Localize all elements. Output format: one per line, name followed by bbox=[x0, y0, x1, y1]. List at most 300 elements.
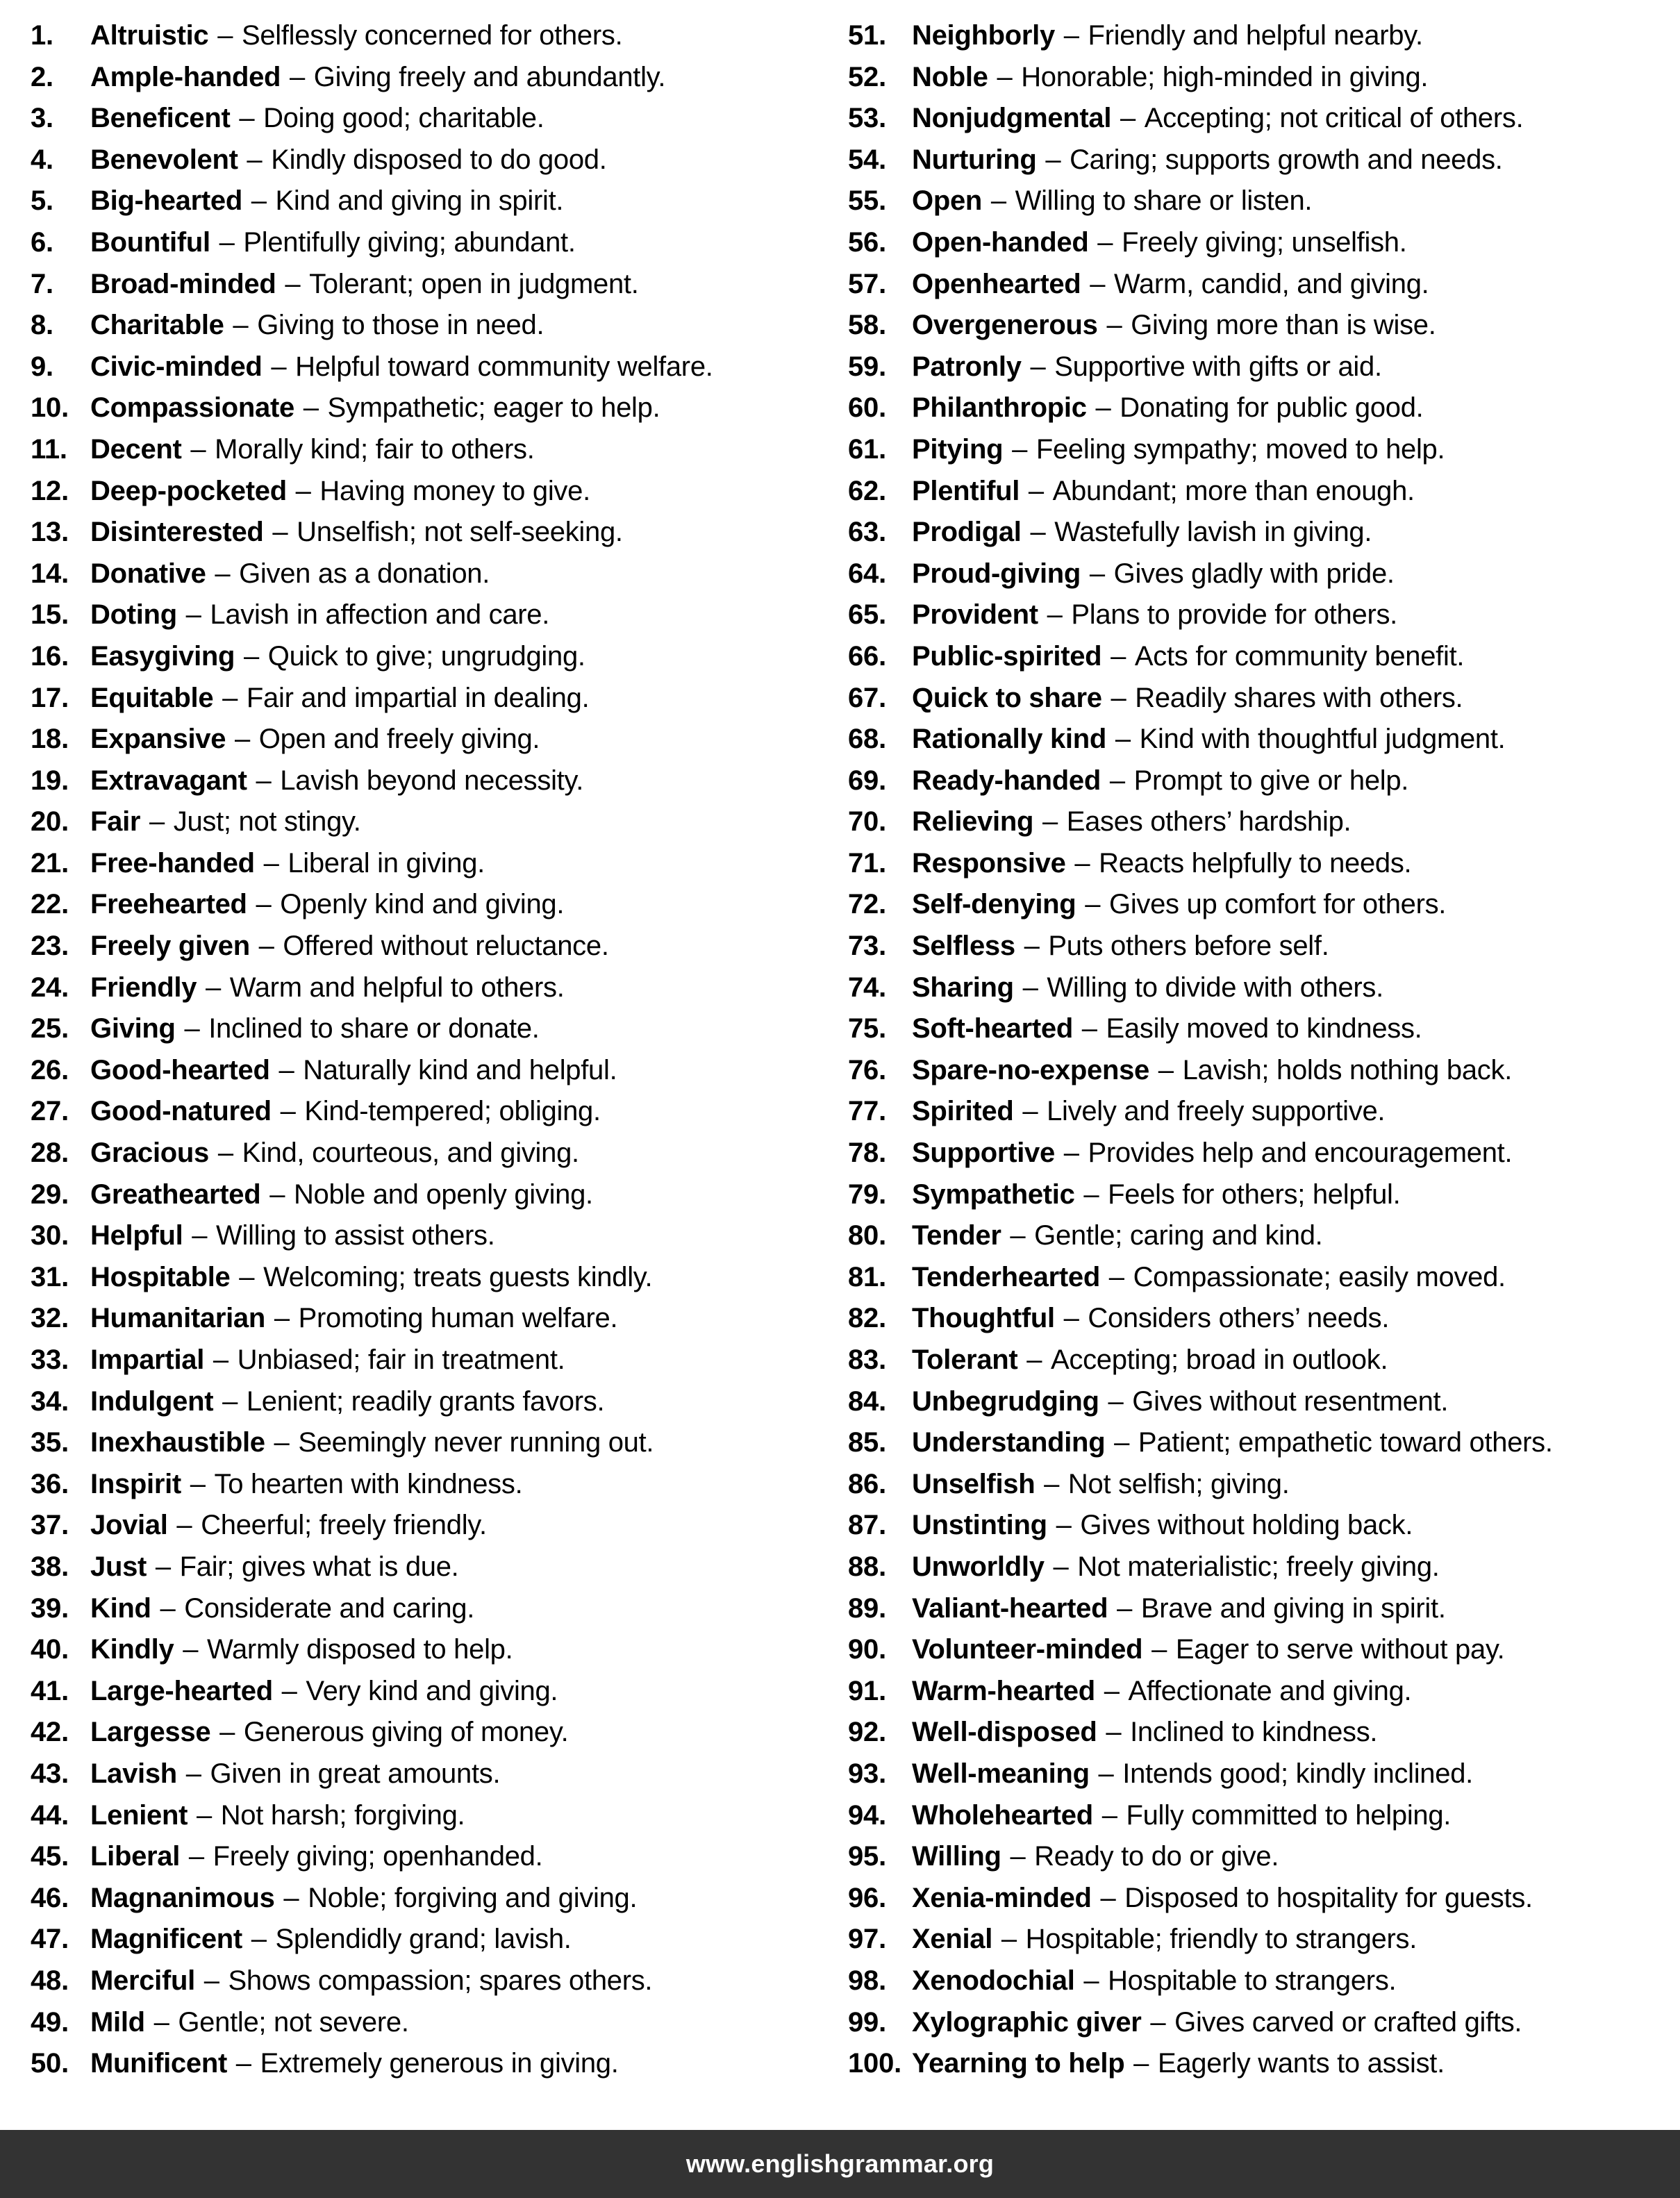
list-item bbox=[848, 1381, 1674, 1423]
list-item bbox=[31, 512, 831, 553]
list-item-separator: – bbox=[1082, 558, 1113, 589]
list-item-separator: – bbox=[1021, 475, 1051, 506]
list-item-separator: – bbox=[236, 640, 267, 672]
list-item bbox=[848, 678, 1674, 719]
list-item-body bbox=[90, 1008, 831, 1050]
list-item bbox=[31, 1878, 831, 1920]
list-item-definition: Freely giving; unselfish. bbox=[1122, 226, 1407, 258]
list-item-body bbox=[912, 801, 1674, 843]
list-item-separator: – bbox=[288, 475, 319, 506]
list-item-definition: Kind with thoughtful judgment. bbox=[1139, 724, 1506, 755]
list-item-number: 85. bbox=[848, 1427, 887, 1458]
list-item-definition: Gentle; not severe. bbox=[178, 2006, 409, 2038]
list-item bbox=[31, 553, 831, 595]
list-item-body bbox=[912, 1505, 1674, 1547]
list-item-body bbox=[912, 1671, 1674, 1713]
list-item-number: 87. bbox=[848, 1510, 887, 1541]
list-item-definition: Feels for others; helpful. bbox=[1108, 1179, 1401, 1210]
list-item-body bbox=[912, 1257, 1674, 1299]
list-item-separator: – bbox=[182, 1468, 213, 1499]
list-item-separator: – bbox=[251, 931, 282, 962]
list-item-separator: – bbox=[1022, 351, 1054, 382]
list-item-number: 26. bbox=[31, 1054, 69, 1085]
list-item-number: 29. bbox=[31, 1179, 69, 1210]
list-item-definition: Morally kind; fair to others. bbox=[215, 433, 535, 465]
list-item-term: Doting bbox=[90, 599, 177, 631]
list-item bbox=[848, 429, 1674, 471]
list-item-number: 96. bbox=[848, 1882, 887, 1913]
list-item-term: Good-natured bbox=[90, 1096, 272, 1127]
list-item-number: 83. bbox=[848, 1344, 887, 1375]
list-item-number: 98. bbox=[848, 1965, 887, 1996]
list-item-term: Merciful bbox=[90, 1965, 195, 1996]
list-item-definition: Gives up comfort for others. bbox=[1109, 889, 1447, 920]
list-item-term: Willing bbox=[912, 1841, 1001, 1872]
list-item-number: 31. bbox=[31, 1261, 69, 1292]
list-item-number: 36. bbox=[31, 1468, 69, 1499]
list-item-number: 58. bbox=[848, 310, 887, 341]
list-item bbox=[31, 719, 831, 760]
list-item bbox=[31, 140, 831, 181]
list-item bbox=[31, 2043, 831, 2085]
list-item bbox=[31, 884, 831, 926]
list-item-separator: – bbox=[295, 392, 326, 424]
list-item bbox=[848, 1919, 1674, 1960]
list-item-term: Equitable bbox=[90, 682, 214, 713]
list-item-number: 64. bbox=[848, 558, 887, 589]
list-item bbox=[31, 1505, 831, 1547]
list-item-body bbox=[90, 719, 831, 760]
list-item bbox=[31, 388, 831, 429]
list-item-definition: Given in great amounts. bbox=[210, 1758, 501, 1789]
list-item-separator: – bbox=[206, 1344, 236, 1375]
list-item-definition: Open and freely giving. bbox=[258, 724, 540, 755]
site-url[interactable]: www.englishgrammar.org bbox=[685, 2149, 995, 2178]
list-item-number: 100. bbox=[848, 2048, 902, 2079]
list-item-definition: Acts for community benefit. bbox=[1134, 640, 1465, 672]
list-item-number: 91. bbox=[848, 1675, 887, 1706]
list-item bbox=[31, 926, 831, 967]
list-item-term: Nurturing bbox=[912, 144, 1037, 175]
list-item-body bbox=[90, 347, 831, 388]
list-item-definition: Fair and impartial in dealing. bbox=[246, 682, 590, 713]
list-item-body bbox=[912, 1629, 1674, 1671]
list-item bbox=[848, 1133, 1674, 1174]
list-item-number: 65. bbox=[848, 599, 887, 631]
list-item-body bbox=[912, 1878, 1674, 1920]
list-item-definition: Patient; empathetic toward others. bbox=[1138, 1427, 1553, 1458]
list-item-number: 76. bbox=[848, 1054, 887, 1085]
list-item bbox=[31, 843, 831, 885]
list-item-definition: Considerate and caring. bbox=[184, 1592, 475, 1624]
list-item-definition: Seemingly never running out. bbox=[298, 1427, 654, 1458]
list-item-number: 34. bbox=[31, 1385, 69, 1417]
list-item-definition: Eagerly wants to assist. bbox=[1157, 2048, 1445, 2079]
list-item-separator: – bbox=[256, 847, 287, 879]
list-item-separator: – bbox=[1096, 1675, 1127, 1706]
list-item-definition: Liberal in giving. bbox=[288, 847, 485, 879]
list-item-definition: Friendly and helpful nearby. bbox=[1088, 20, 1423, 51]
list-item-body bbox=[912, 471, 1674, 513]
list-item-body bbox=[90, 594, 831, 636]
list-item-separator: – bbox=[1019, 1344, 1050, 1375]
list-item-term: Just bbox=[90, 1551, 147, 1582]
list-item-definition: Puts others before self. bbox=[1048, 931, 1329, 962]
list-item-number: 71. bbox=[848, 847, 887, 879]
list-item-separator: – bbox=[1102, 765, 1133, 796]
list-item-separator: – bbox=[1103, 640, 1133, 672]
list-item bbox=[848, 2043, 1674, 2085]
list-item-definition: Very kind and giving. bbox=[306, 1675, 558, 1706]
list-item-separator: – bbox=[263, 351, 294, 382]
list-item-separator: – bbox=[1076, 1965, 1107, 1996]
list-item-definition: Cheerful; freely friendly. bbox=[201, 1510, 487, 1541]
list-item-separator: – bbox=[152, 1592, 183, 1624]
list-item bbox=[31, 1671, 831, 1713]
list-item-number: 93. bbox=[848, 1758, 887, 1789]
list-item-term: Ready-handed bbox=[912, 765, 1101, 796]
list-item-definition: Eases others’ hardship. bbox=[1066, 806, 1352, 838]
list-item bbox=[31, 1712, 831, 1754]
list-item-separator: – bbox=[1002, 1841, 1033, 1872]
list-item-definition: Gives gladly with pride. bbox=[1113, 558, 1395, 589]
list-item-term: Indulgent bbox=[90, 1385, 214, 1417]
list-item bbox=[31, 1588, 831, 1630]
list-item-body bbox=[912, 553, 1674, 595]
list-item bbox=[31, 1754, 831, 1795]
list-item-separator: – bbox=[262, 1179, 292, 1210]
list-item-term: Greathearted bbox=[90, 1179, 261, 1210]
list-item-term: Tender bbox=[912, 1220, 1001, 1251]
list-item-number: 15. bbox=[31, 599, 69, 631]
list-item-separator: – bbox=[277, 268, 308, 299]
list-item-number: 39. bbox=[31, 1592, 69, 1624]
list-item-term: Philanthropic bbox=[912, 392, 1087, 424]
list-item-body bbox=[90, 1464, 831, 1506]
list-item-body bbox=[90, 98, 831, 140]
list-item-separator: – bbox=[225, 310, 256, 341]
list-item bbox=[31, 1464, 831, 1506]
list-column-left bbox=[0, 15, 837, 2085]
list-item-term: Decent bbox=[90, 433, 182, 465]
list-item-separator: – bbox=[1094, 1799, 1125, 1831]
list-item-definition: Affectionate and giving. bbox=[1128, 1675, 1412, 1706]
list-item-body bbox=[912, 140, 1674, 181]
list-item-term: Rationally kind bbox=[912, 724, 1106, 755]
list-item bbox=[31, 967, 831, 1009]
list-item-number: 11. bbox=[31, 433, 67, 465]
list-item-separator: – bbox=[1092, 1882, 1124, 1913]
list-item-separator: – bbox=[1088, 392, 1119, 424]
list-item bbox=[848, 1878, 1674, 1920]
list-item-separator: – bbox=[282, 61, 313, 92]
list-item-term: Nonjudgmental bbox=[912, 103, 1112, 134]
list-item-separator: – bbox=[1144, 1634, 1174, 1665]
list-item bbox=[848, 801, 1674, 843]
list-item-definition: Lavish; holds nothing back. bbox=[1182, 1054, 1513, 1085]
list-item-definition: Giving more than is wise. bbox=[1131, 310, 1436, 341]
list-item-body bbox=[912, 1174, 1674, 1216]
list-item bbox=[31, 98, 831, 140]
list-item-number: 88. bbox=[848, 1551, 887, 1582]
list-item-term: Largesse bbox=[90, 1717, 211, 1748]
list-item-body bbox=[912, 1836, 1674, 1878]
list-item bbox=[31, 594, 831, 636]
list-item-term: Jovial bbox=[90, 1510, 168, 1541]
list-item-body bbox=[90, 760, 831, 802]
list-item-definition: Abundant; more than enough. bbox=[1052, 475, 1415, 506]
list-item-definition: Disposed to hospitality for guests. bbox=[1124, 1882, 1533, 1913]
list-item-number: 5. bbox=[31, 185, 53, 217]
list-item-body bbox=[90, 1878, 831, 1920]
list-item-term: Xenia-minded bbox=[912, 1882, 1092, 1913]
list-item bbox=[848, 1008, 1674, 1050]
list-item-number: 50. bbox=[31, 2048, 69, 2079]
list-column-right bbox=[837, 15, 1680, 2085]
list-item-number: 47. bbox=[31, 1924, 69, 1955]
list-item-definition: Promoting human welfare. bbox=[298, 1303, 618, 1334]
list-item bbox=[848, 926, 1674, 967]
list-item-body bbox=[912, 1422, 1674, 1464]
list-item bbox=[848, 2002, 1674, 2044]
list-item-separator: – bbox=[198, 972, 228, 1003]
list-item-definition: Not materialistic; freely giving. bbox=[1077, 1551, 1440, 1582]
list-item-number: 66. bbox=[848, 640, 887, 672]
list-item-term: Responsive bbox=[912, 847, 1066, 879]
list-item bbox=[848, 1050, 1674, 1092]
list-item-definition: Lenient; readily grants favors. bbox=[246, 1385, 605, 1417]
list-item-body bbox=[90, 2043, 831, 2085]
list-item-body bbox=[90, 926, 831, 967]
list-item-definition: Not harsh; forgiving. bbox=[220, 1799, 465, 1831]
list-item-term: Deep-pocketed bbox=[90, 475, 287, 506]
list-item-body bbox=[912, 1008, 1674, 1050]
list-item bbox=[848, 347, 1674, 388]
list-item-number: 27. bbox=[31, 1096, 69, 1127]
list-item-separator: – bbox=[215, 1385, 245, 1417]
list-item-separator: – bbox=[1077, 889, 1108, 920]
list-item bbox=[848, 1960, 1674, 2002]
list-item-term: Xylographic giver bbox=[912, 2006, 1142, 2038]
list-item-separator: – bbox=[1101, 1261, 1132, 1292]
list-item-body bbox=[90, 1754, 831, 1795]
list-item-body bbox=[90, 512, 831, 553]
list-item-definition: Supportive with gifts or aid. bbox=[1054, 351, 1382, 382]
list-item bbox=[31, 1836, 831, 1878]
list-item-definition: Accepting; not critical of others. bbox=[1144, 103, 1524, 134]
list-item bbox=[848, 1257, 1674, 1299]
list-item bbox=[31, 1008, 831, 1050]
list-item-term: Spirited bbox=[912, 1096, 1014, 1127]
list-item-term: Good-hearted bbox=[90, 1054, 270, 1085]
list-item bbox=[848, 843, 1674, 885]
list-item-definition: Gives without resentment. bbox=[1132, 1385, 1449, 1417]
list-item-number: 32. bbox=[31, 1303, 69, 1334]
list-item bbox=[31, 760, 831, 802]
list-item-number: 3. bbox=[31, 103, 53, 134]
list-item-term: Kindly bbox=[90, 1634, 174, 1665]
list-item-body bbox=[912, 1960, 1674, 2002]
list-item-separator: – bbox=[276, 1882, 307, 1913]
list-item-number: 57. bbox=[848, 268, 887, 299]
list-item-body bbox=[90, 264, 831, 306]
list-item bbox=[848, 553, 1674, 595]
list-item-separator: – bbox=[272, 1096, 303, 1127]
list-item-term: Inexhaustible bbox=[90, 1427, 265, 1458]
list-item bbox=[848, 15, 1674, 57]
list-item-definition: Brave and giving in spirit. bbox=[1140, 1592, 1446, 1624]
list-item bbox=[31, 57, 831, 99]
list-item-term: Lenient bbox=[90, 1799, 188, 1831]
list-item-number: 43. bbox=[31, 1758, 69, 1789]
list-item bbox=[31, 1257, 831, 1299]
list-item-body bbox=[90, 1298, 831, 1340]
list-item-separator: – bbox=[1004, 433, 1035, 465]
list-item-separator: – bbox=[215, 682, 245, 713]
list-item-term: Donative bbox=[90, 558, 206, 589]
list-item-body bbox=[90, 15, 831, 57]
list-item-term: Sharing bbox=[912, 972, 1014, 1003]
list-item-number: 45. bbox=[31, 1841, 69, 1872]
list-item-separator: – bbox=[1082, 268, 1113, 299]
list-item-body bbox=[90, 884, 831, 926]
list-item-number: 1. bbox=[31, 20, 53, 51]
list-item-definition: Giving to those in need. bbox=[257, 310, 544, 341]
list-item bbox=[31, 1091, 831, 1133]
list-item-term: Openhearted bbox=[912, 268, 1081, 299]
list-item-number: 82. bbox=[848, 1303, 887, 1334]
list-item-definition: Selflessly concerned for others. bbox=[241, 20, 623, 51]
list-item-term: Prodigal bbox=[912, 517, 1022, 548]
list-item-separator: – bbox=[228, 2048, 259, 2079]
list-item bbox=[848, 884, 1674, 926]
list-item-number: 2. bbox=[31, 61, 53, 92]
list-item-definition: Kind, courteous, and giving. bbox=[242, 1138, 579, 1169]
list-item bbox=[848, 594, 1674, 636]
list-item bbox=[31, 15, 831, 57]
list-item-term: Noble bbox=[912, 61, 988, 92]
list-item-term: Liberal bbox=[90, 1841, 181, 1872]
list-item-term: Friendly bbox=[90, 972, 197, 1003]
list-item-term: Big-hearted bbox=[90, 185, 242, 217]
list-item-term: Freely given bbox=[90, 931, 250, 962]
list-item-separator: – bbox=[1056, 1138, 1087, 1169]
list-item-separator: – bbox=[181, 1841, 212, 1872]
list-item-term: Unbegrudging bbox=[912, 1385, 1099, 1417]
list-item-body bbox=[90, 1257, 831, 1299]
list-item-definition: Lavish beyond necessity. bbox=[280, 765, 584, 796]
list-item-number: 42. bbox=[31, 1717, 69, 1748]
list-item-term: Well-disposed bbox=[912, 1717, 1097, 1748]
list-item-number: 38. bbox=[31, 1551, 69, 1582]
list-item bbox=[31, 1340, 831, 1381]
list-item-body bbox=[90, 305, 831, 347]
list-item-separator: – bbox=[169, 1510, 200, 1541]
list-item-separator: – bbox=[265, 517, 296, 548]
list-item-definition: Easily moved to kindness. bbox=[1106, 1013, 1422, 1044]
list-item-separator: – bbox=[274, 1675, 305, 1706]
list-item-number: 92. bbox=[848, 1717, 887, 1748]
list-item-definition: Kindly disposed to do good. bbox=[271, 144, 607, 175]
list-item-separator: – bbox=[184, 1220, 215, 1251]
list-item-number: 94. bbox=[848, 1799, 887, 1831]
list-item-term: Unworldly bbox=[912, 1551, 1045, 1582]
list-item-definition: Inclined to kindness. bbox=[1130, 1717, 1378, 1748]
list-item-term: Benevolent bbox=[90, 144, 238, 175]
list-item-definition: Fair; gives what is due. bbox=[179, 1551, 459, 1582]
list-item-definition: Unselfish; not self-seeking. bbox=[297, 517, 623, 548]
list-item-separator: – bbox=[1099, 310, 1130, 341]
list-item-separator: – bbox=[1090, 1758, 1122, 1789]
list-item-body bbox=[912, 1712, 1674, 1754]
list-item bbox=[848, 1588, 1674, 1630]
list-item-body bbox=[90, 1960, 831, 2002]
list-item bbox=[848, 1091, 1674, 1133]
list-item-definition: Fully committed to helping. bbox=[1126, 1799, 1452, 1831]
list-item-term: Humanitarian bbox=[90, 1303, 266, 1334]
list-item-definition: Plentifully giving; abundant. bbox=[243, 226, 576, 258]
list-item-separator: – bbox=[1090, 226, 1121, 258]
list-item-body bbox=[90, 1381, 831, 1423]
list-item bbox=[848, 388, 1674, 429]
list-item-definition: Ready to do or give. bbox=[1034, 1841, 1279, 1872]
list-item-separator: – bbox=[1015, 972, 1046, 1003]
list-item-separator: – bbox=[1126, 2048, 1156, 2079]
list-item-definition: Warm and helpful to others. bbox=[229, 972, 565, 1003]
list-item-term: Giving bbox=[90, 1013, 176, 1044]
list-item-separator: – bbox=[178, 599, 209, 631]
list-item-separator: – bbox=[1056, 20, 1087, 51]
list-item-body bbox=[912, 2002, 1674, 2044]
list-item-number: 63. bbox=[848, 517, 887, 548]
list-item-number: 69. bbox=[848, 765, 887, 796]
list-item-separator: – bbox=[1036, 1468, 1067, 1499]
list-item bbox=[31, 1298, 831, 1340]
list-item bbox=[848, 1215, 1674, 1257]
list-item bbox=[848, 1712, 1674, 1754]
list-item-body bbox=[912, 388, 1674, 429]
list-item bbox=[31, 1629, 831, 1671]
list-item-body bbox=[90, 1629, 831, 1671]
list-item-body bbox=[912, 719, 1674, 760]
list-item bbox=[848, 181, 1674, 222]
list-item-separator: – bbox=[1098, 1717, 1129, 1748]
list-item-body bbox=[90, 1588, 831, 1630]
list-item bbox=[31, 1215, 831, 1257]
list-item-definition: Warmly disposed to help. bbox=[207, 1634, 513, 1665]
list-item-term: Soft-hearted bbox=[912, 1013, 1073, 1044]
list-item-definition: Offered without reluctance. bbox=[283, 931, 609, 962]
list-item-term: Lavish bbox=[90, 1758, 177, 1789]
list-item-number: 84. bbox=[848, 1385, 887, 1417]
list-item-term: Spare-no-expense bbox=[912, 1054, 1149, 1085]
footer-bar bbox=[0, 2130, 1680, 2198]
list-item-definition: Shows compassion; spares others. bbox=[228, 1965, 653, 1996]
list-item-body bbox=[912, 1215, 1674, 1257]
list-item-number: 52. bbox=[848, 61, 887, 92]
list-item-number: 48. bbox=[31, 1965, 69, 1996]
list-item-term: Bountiful bbox=[90, 226, 210, 258]
list-item-number: 23. bbox=[31, 931, 69, 962]
list-item-number: 25. bbox=[31, 1013, 69, 1044]
list-item-body bbox=[912, 1464, 1674, 1506]
list-item-separator: – bbox=[1015, 1096, 1046, 1127]
list-item-definition: Noble; forgiving and giving. bbox=[308, 1882, 638, 1913]
list-item-definition: Willing to assist others. bbox=[216, 1220, 495, 1251]
list-item-body bbox=[912, 1588, 1674, 1630]
list-item-separator: – bbox=[1076, 1179, 1107, 1210]
list-item bbox=[31, 222, 831, 264]
